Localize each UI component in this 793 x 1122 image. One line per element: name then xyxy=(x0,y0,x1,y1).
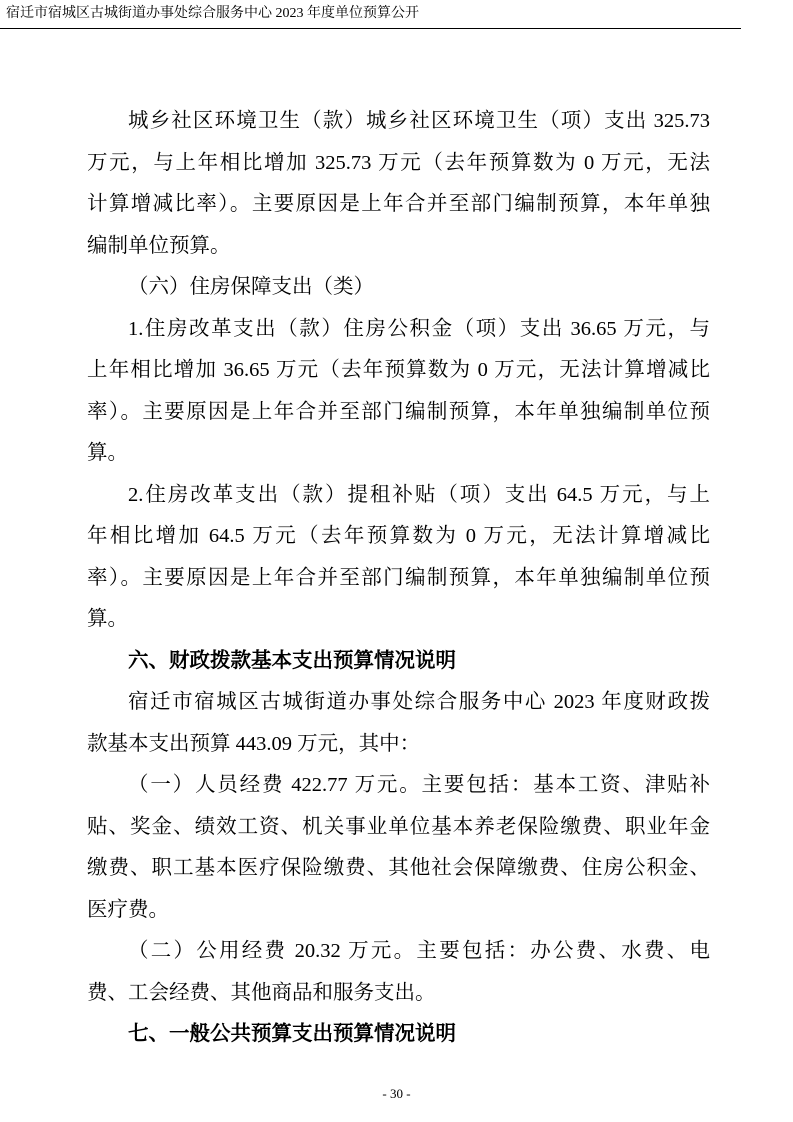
paragraph-line: 1.住房改革支出（款）住房公积金（项）支出 36.65 万元，与 xyxy=(128,317,710,340)
paragraph-line: （一）人员经费 422.77 万元。主要包括：基本工资、津贴补 xyxy=(128,774,710,796)
paragraph-line: 缴费、职工基本医疗保险缴费、其他社会保障缴费、住房公积金、 xyxy=(87,857,710,879)
subheading-text: （六）住房保障支出（类） xyxy=(128,276,374,298)
header-title: 宿迁市宿城区古城街道办事处综合服务中心 2023 年度单位预算公开 xyxy=(6,6,419,21)
paragraph-line: 医疗费。 xyxy=(87,898,169,921)
paragraph-public xyxy=(87,931,710,1014)
document-body xyxy=(87,101,710,1056)
paragraph-line: 款基本支出预算 443.09 万元，其中： xyxy=(87,732,421,755)
paragraph-line: 城乡社区环境卫生（款）城乡社区环境卫生（项）支出 325.73 xyxy=(128,110,710,132)
section-heading-7 xyxy=(87,1014,710,1056)
paragraph-line: 编制单位预算。 xyxy=(87,234,231,257)
paragraph-line: 万元，与上年相比增加 325.73 万元（去年预算数为 0 万元，无法 xyxy=(87,151,710,174)
paragraph-line: 率）。主要原因是上年合并至部门编制预算，本年单独编制单位预 xyxy=(87,400,710,423)
paragraph-line: 计算增减比率）。主要原因是上年合并至部门编制预算，本年单独 xyxy=(87,193,710,215)
paragraph-line: 算。 xyxy=(87,442,128,464)
paragraph-line: 上年相比增加 36.65 万元（去年预算数为 0 万元，无法计算增减比 xyxy=(87,359,710,381)
paragraph-line: 费、工会经费、其他商品和服务支出。 xyxy=(87,981,436,1004)
paragraph-line: 算。 xyxy=(87,608,128,630)
paragraph-housing-fund xyxy=(87,309,710,475)
header-divider xyxy=(0,28,741,29)
paragraph-line: 2.住房改革支出（款）提租补贴（项）支出 64.5 万元，与上 xyxy=(128,483,710,506)
section-heading-text: 六、财政拨款基本支出预算情况说明 xyxy=(128,649,456,672)
paragraph-line: 率）。主要原因是上年合并至部门编制预算，本年单独编制单位预 xyxy=(87,566,710,589)
paragraph-rent-subsidy xyxy=(87,475,710,641)
paragraph-basic-total xyxy=(87,682,710,765)
page-number: - 30 - xyxy=(382,1086,411,1101)
page-header xyxy=(6,5,419,23)
subheading-housing xyxy=(87,267,710,309)
paragraph-line: 宿迁市宿城区古城街道办事处综合服务中心 2023 年度财政拨 xyxy=(128,691,710,713)
paragraph-line: （二）公用经费 20.32 万元。主要包括：办公费、水费、电 xyxy=(128,940,710,962)
section-heading-6 xyxy=(87,641,710,683)
paragraph-line: 贴、奖金、绩效工资、机关事业单位基本养老保险缴费、职业年金 xyxy=(87,815,710,838)
paragraph-urban-sanitation xyxy=(87,101,710,267)
paragraph-personnel xyxy=(87,765,710,931)
paragraph-line: 年相比增加 64.5 万元（去年预算数为 0 万元，无法计算增减比 xyxy=(87,525,710,547)
section-heading-text: 七、一般公共预算支出预算情况说明 xyxy=(128,1023,456,1045)
